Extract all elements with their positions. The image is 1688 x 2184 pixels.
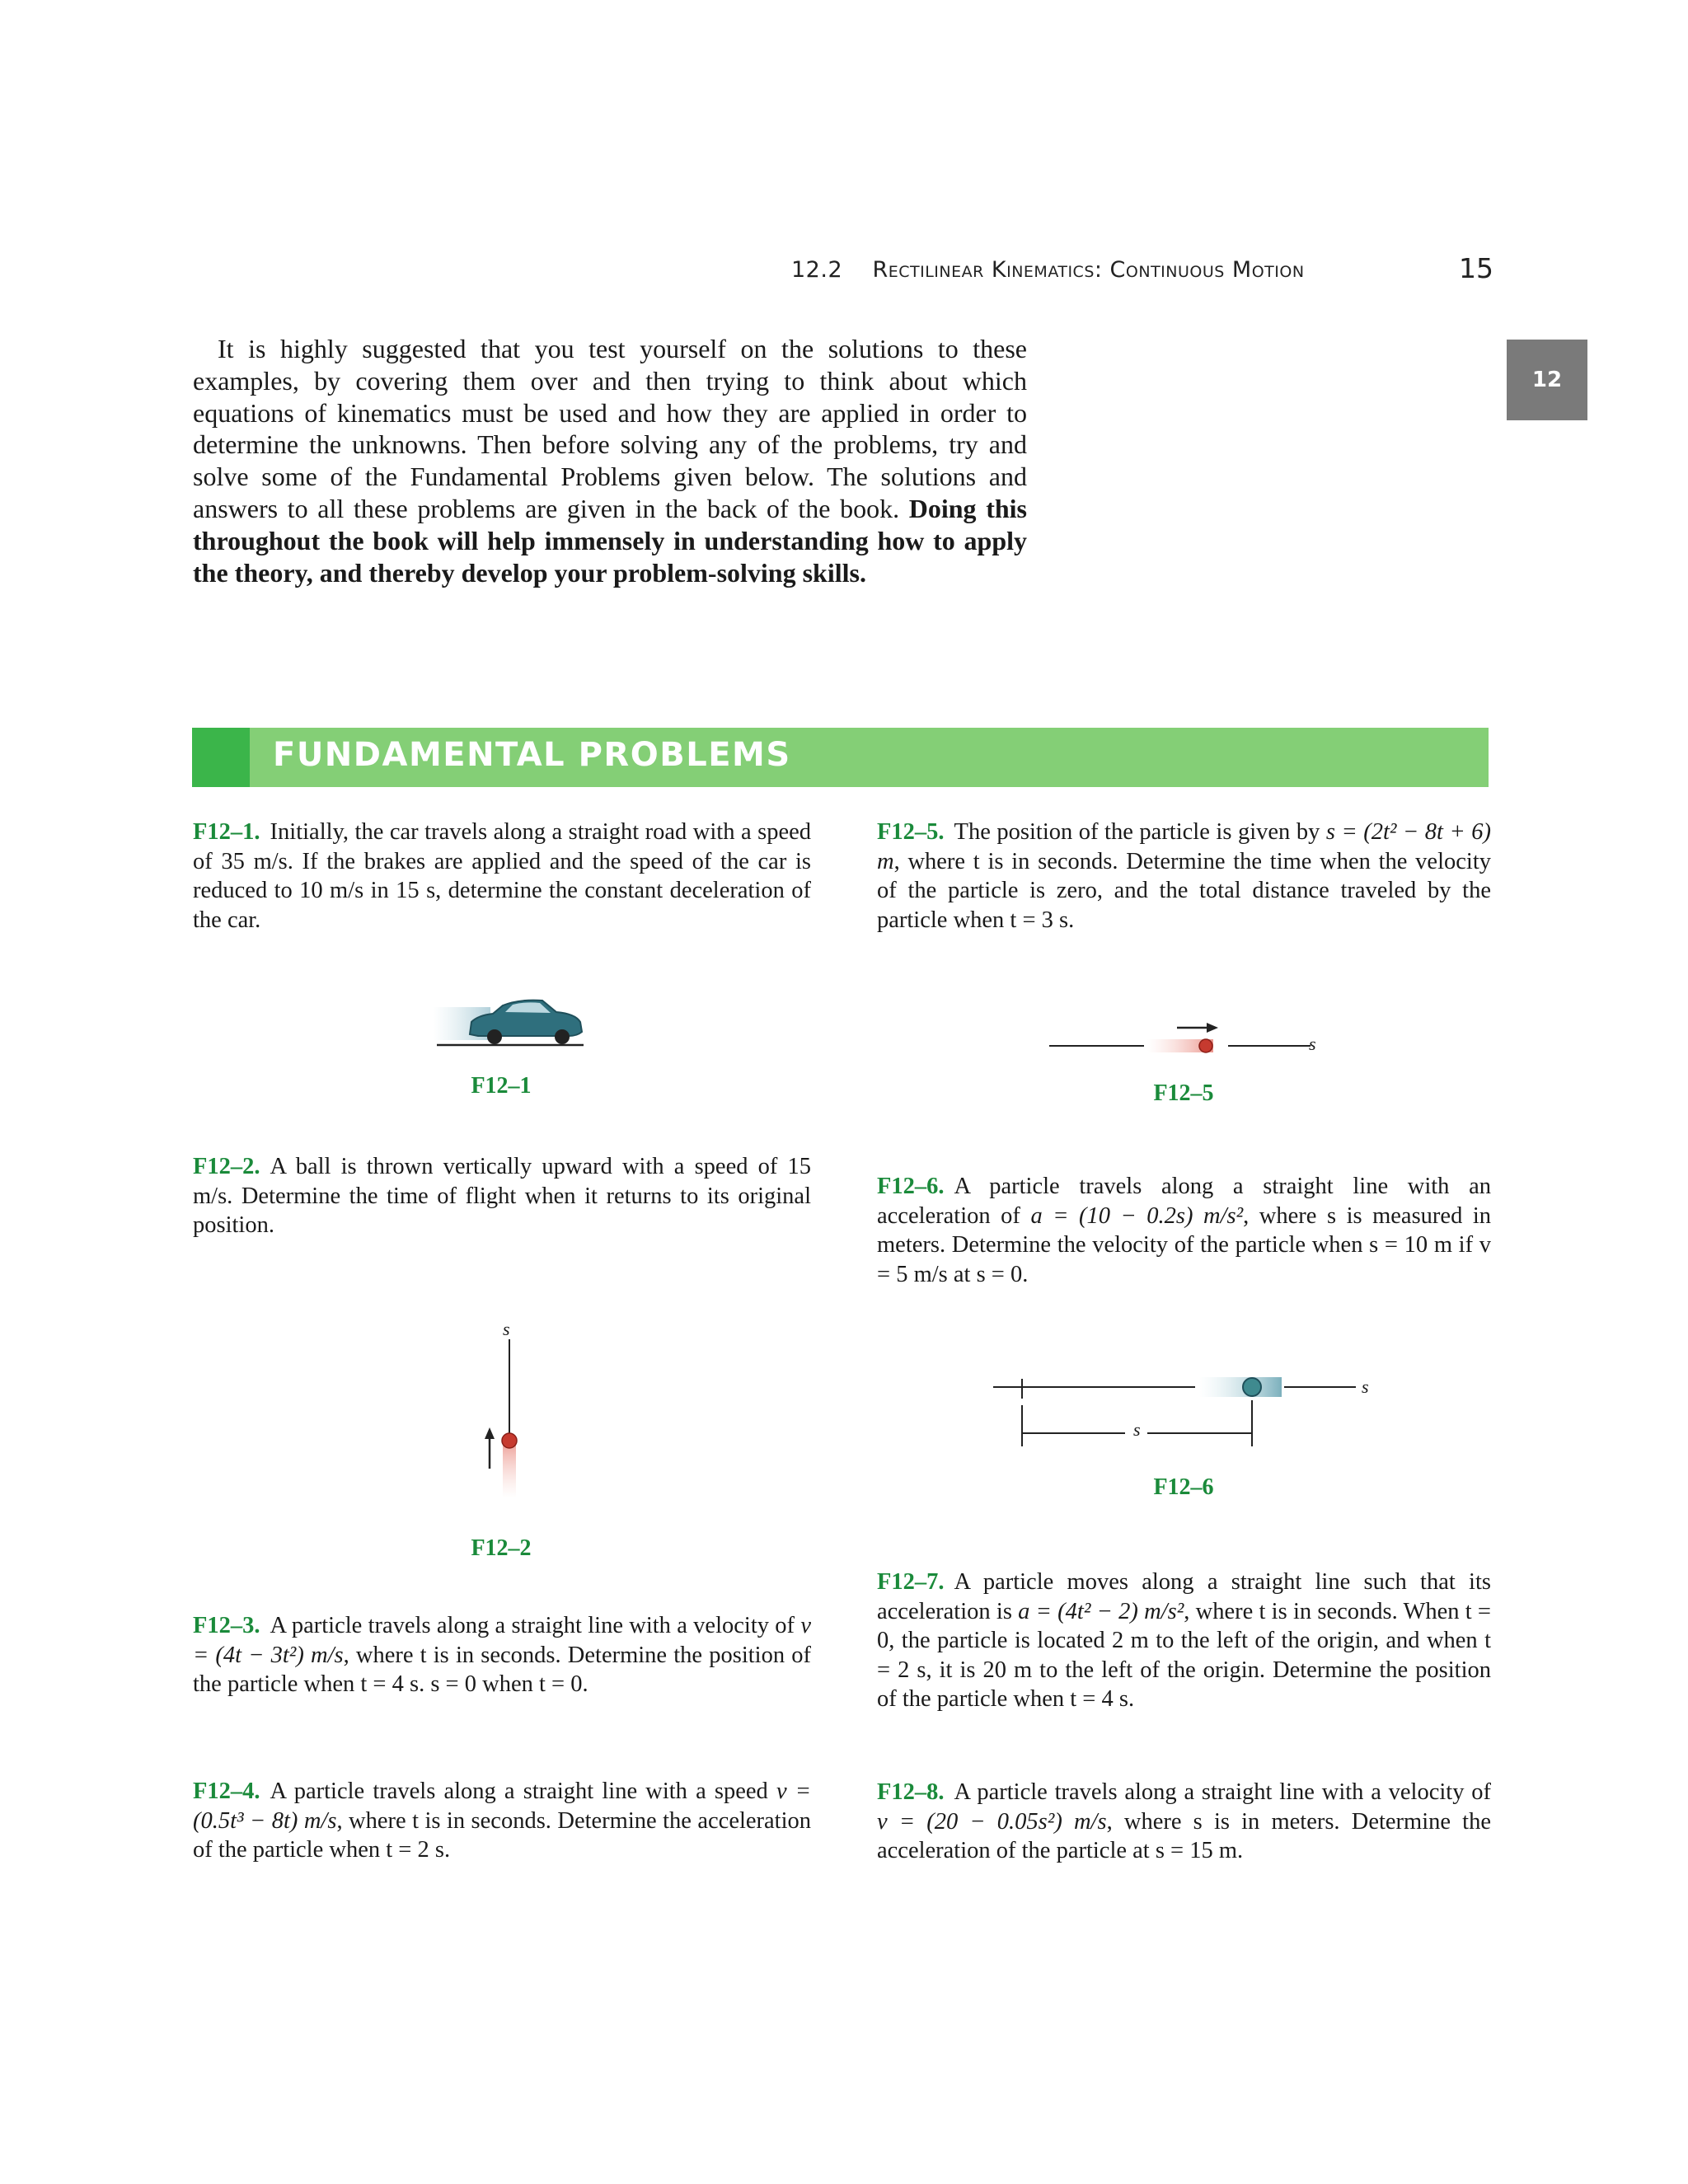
figure-label-f12-6: F12–6 bbox=[1153, 1474, 1214, 1500]
problem-f12-8 bbox=[877, 1778, 1491, 1866]
problem-text-continued: , where t is in seconds. Determine the acceleration of the particle when t = 2 s. bbox=[193, 1807, 812, 1863]
axis-label-s: s bbox=[1362, 1376, 1369, 1397]
problem-text: Initially, the car travels along a straight road with a speed of 35 m/s. If the brakes are applied and the speed of the car is reduced to 10 m/s in 15 s, determine the constant deceleration of the car. bbox=[193, 819, 811, 933]
problem-f12-1 bbox=[193, 818, 811, 935]
problem-text-continued: , where s is measured in meters. Determine the velocity of the particle when s = 10 m if v = 5 m/s at s = 0. bbox=[877, 1202, 1492, 1287]
velocity-arrow-head bbox=[485, 1427, 495, 1439]
car-rear-wheel bbox=[555, 1029, 570, 1044]
figure-label-f12-1: F12–1 bbox=[471, 1073, 532, 1099]
ball bbox=[502, 1433, 517, 1448]
particle bbox=[1243, 1378, 1261, 1396]
section-number: 12.2 bbox=[791, 257, 843, 283]
problem-text: A particle travels along a straight line with a velocity of bbox=[270, 1613, 801, 1638]
particle-motion-blur bbox=[1199, 1377, 1282, 1397]
problem-id: F12–4. bbox=[193, 1779, 260, 1804]
problem-equation: a = (4t² − 2) m/s² bbox=[1018, 1598, 1184, 1624]
car-front-wheel bbox=[487, 1029, 502, 1044]
problem-equation: v = (4t − 3t²) m/s bbox=[193, 1613, 811, 1668]
problem-text-continued: , where t is in seconds. Determine the position of the particle when t = 4 s. s = 0 when t = 0. bbox=[193, 1642, 811, 1697]
problem-equation: s = (2t² − 8t + 6) m bbox=[877, 819, 1491, 874]
problem-id: F12–6. bbox=[877, 1174, 945, 1199]
fundamental-problems-banner bbox=[192, 728, 1489, 787]
problem-text-continued: , where t is in seconds. When t = 0, the particle is located 2 m to the left of the origin, and when t = 2 s, it is 20 m to the left of the origin. Determine the position of the particle when t = 4 s. bbox=[877, 1598, 1492, 1712]
intro-text: It is highly suggested that you test yourself on the solutions to these examples, by covering them over and then trying to think about which equations of kinematics must be used and how they are applied in order to determine the unknowns. Then before solving any of the problems, try and solve some of the Fundamental Problems given below. The solutions and answers to all these problems are given in the back of the book. bbox=[193, 334, 1027, 523]
banner-square bbox=[192, 728, 250, 787]
ball-motion-blur bbox=[503, 1441, 516, 1498]
intro-paragraph bbox=[193, 333, 1027, 588]
section-title: Rectilinear Kinematics: Continuous Motion bbox=[872, 257, 1305, 283]
figure-car bbox=[420, 989, 610, 1055]
problem-text-continued: , where t is in seconds. Determine the time when the velocity of the particle is zero, and the total distance traveled by the particle when t = 3 s. bbox=[877, 848, 1491, 933]
problem-f12-6 bbox=[877, 1172, 1491, 1289]
problem-f12-4 bbox=[193, 1777, 811, 1865]
problem-text: A particle travels along a straight line with a speed bbox=[270, 1779, 776, 1804]
particle bbox=[1199, 1039, 1212, 1052]
problem-equation: a = (10 − 0.2s) m/s² bbox=[1030, 1202, 1244, 1229]
dimension-label-s: s bbox=[1133, 1419, 1141, 1440]
problem-id: F12–5. bbox=[877, 819, 945, 845]
problem-equation: v = (20 − 0.05s²) m/s bbox=[877, 1808, 1107, 1835]
problem-text: A particle travels along a straight line with a velocity of bbox=[954, 1779, 1491, 1805]
axis-label-s: s bbox=[503, 1319, 510, 1339]
running-header bbox=[791, 257, 1418, 283]
banner-title: FUNDAMENTAL PROBLEMS bbox=[273, 736, 791, 774]
page-number: 15 bbox=[1459, 252, 1493, 284]
figure-particle-horizontal bbox=[1047, 1018, 1327, 1067]
problem-f12-7 bbox=[877, 1568, 1491, 1714]
figure-label-f12-5: F12–5 bbox=[1153, 1080, 1214, 1106]
figure-vertical-ball bbox=[470, 1335, 536, 1516]
problem-equation: v = (0.5t³ − 8t) m/s bbox=[193, 1779, 811, 1834]
problem-text: The position of the particle is given by bbox=[954, 819, 1326, 845]
problem-id: F12–1. bbox=[193, 819, 260, 845]
problem-id: F12–2. bbox=[193, 1154, 260, 1179]
problem-text: A particle moves along a straight line such that its acceleration is bbox=[877, 1569, 1491, 1624]
problem-f12-3 bbox=[193, 1611, 811, 1699]
problem-id: F12–7. bbox=[877, 1569, 945, 1595]
problem-id: F12–3. bbox=[193, 1613, 260, 1638]
intro-bold-text: Doing this throughout the book will help immensely in understanding how to apply the theory, and thereby develop your problem-solving skills. bbox=[193, 493, 1028, 588]
figure-particle-dimension bbox=[989, 1364, 1385, 1455]
problem-f12-5 bbox=[877, 818, 1491, 935]
problem-id: F12–8. bbox=[877, 1779, 945, 1805]
problem-text-continued: , where s is in meters. Determine the acceleration of the particle at s = 15 m. bbox=[877, 1808, 1492, 1863]
problem-f12-2 bbox=[193, 1152, 811, 1240]
velocity-arrow-head bbox=[1207, 1023, 1218, 1033]
axis-label-s: s bbox=[1309, 1033, 1316, 1054]
problem-text: A ball is thrown vertically upward with a speed of 15 m/s. Determine the time of flight when it returns to its original position. bbox=[193, 1154, 811, 1238]
problem-text: A particle travels along a straight line with an acceleration of bbox=[877, 1174, 1491, 1229]
chapter-tab[interactable]: 12 bbox=[1507, 340, 1587, 420]
figure-label-f12-2: F12–2 bbox=[471, 1535, 532, 1561]
